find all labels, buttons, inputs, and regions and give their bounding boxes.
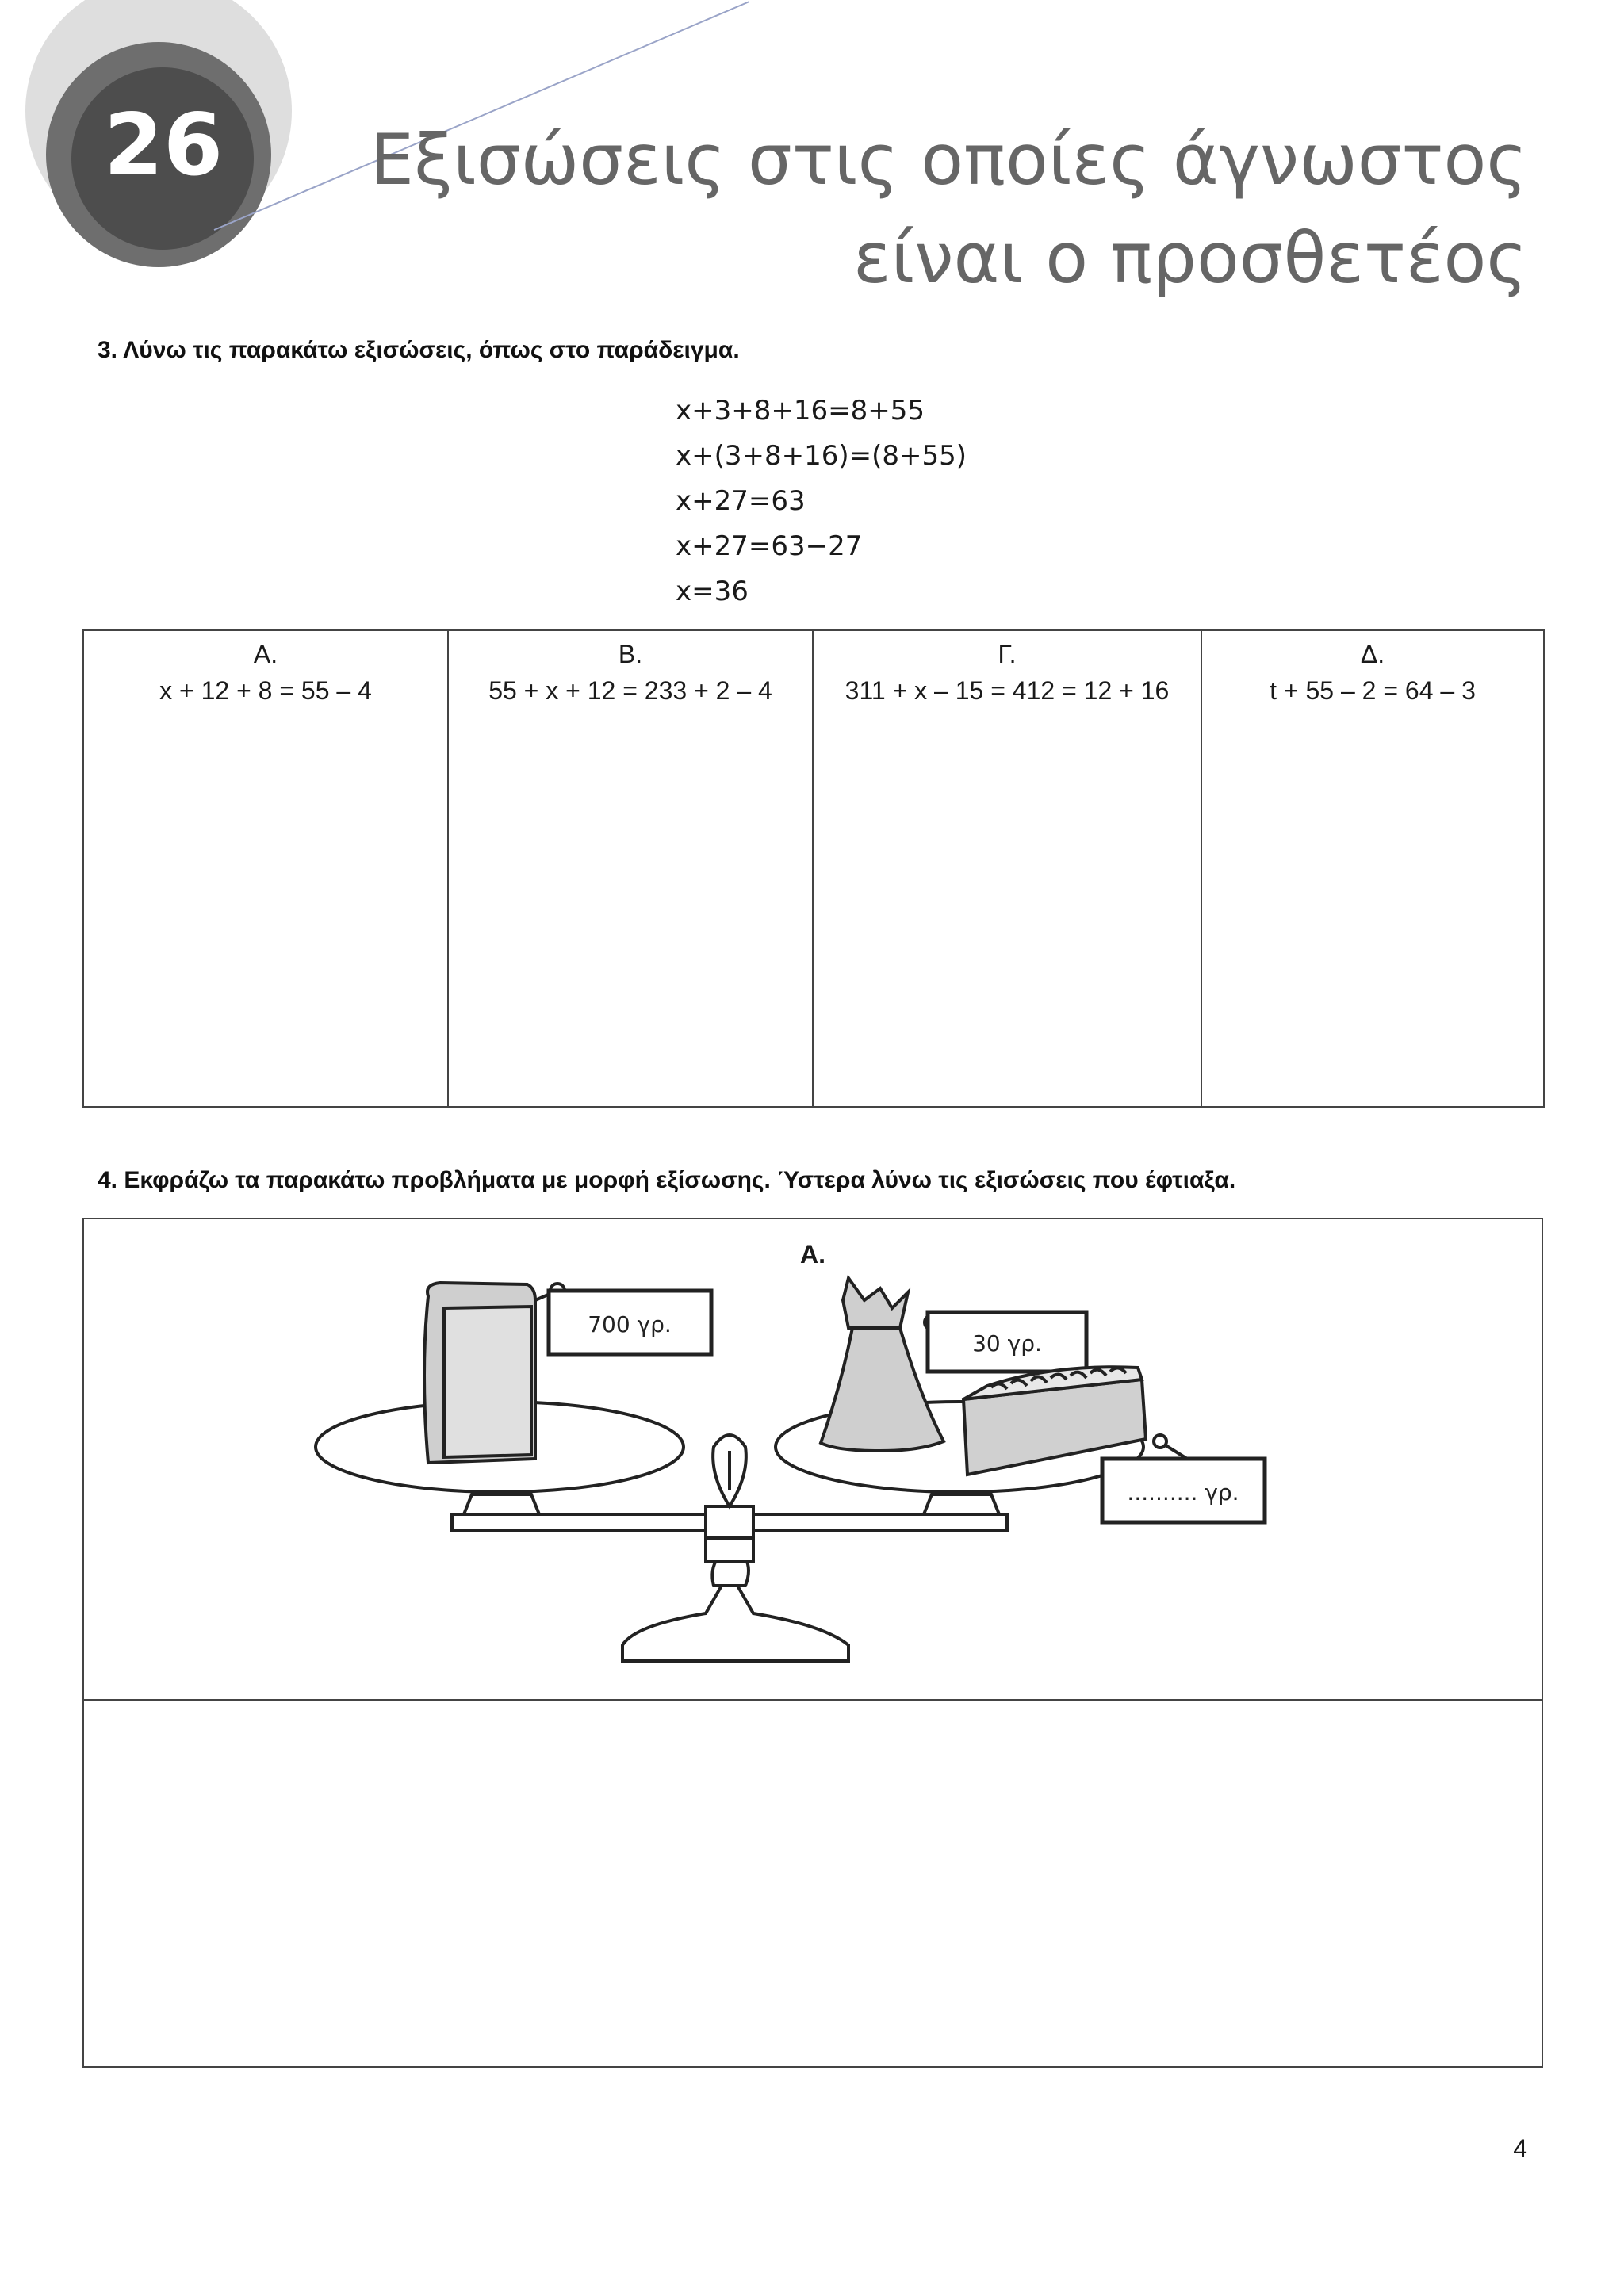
balance-scale-illustration [293, 1253, 1285, 1673]
task4-instruction: 4. Εκφράζω τα παρακάτω προβλήματα με μορφή εξίσωσης. Ύστερα λύνω τις εξισώσεις που έφτιαξα. [98, 1167, 1236, 1193]
task3-instruction: 3. Λύνω τις παρακάτω εξισώσεις, όπως στο παράδειγμα. [98, 337, 740, 363]
page-number: 4 [1513, 2134, 1527, 2163]
equation-text: 55 + x + 12 = 233 + 2 – 4 [488, 676, 772, 705]
title-line-1: Εξισώσεις στις οποίες άγνωστος [370, 119, 1527, 201]
equation-cell-c[interactable] [813, 630, 1201, 1107]
column-label: Α. [253, 640, 278, 668]
page-title [370, 111, 1527, 308]
equation-text: t + 55 – 2 = 64 – 3 [1270, 676, 1476, 705]
equation-cell-a[interactable] [83, 630, 448, 1107]
problem-label: Α. [800, 1240, 825, 1269]
example-line: x+(3+8+16)=(8+55) [676, 440, 967, 472]
column-label: Β. [618, 640, 643, 668]
tag-700: 700 γρ. [588, 1311, 672, 1337]
example-line: x+27=63−27 [676, 530, 863, 562]
equation-text: 311 + x – 15 = 412 = 12 + 16 [845, 676, 1170, 705]
worked-example [676, 388, 967, 614]
example-line: x=36 [676, 576, 749, 607]
column-label: Γ. [998, 640, 1017, 668]
column-label: Δ. [1360, 640, 1385, 668]
equations-table [82, 629, 1545, 1108]
example-line: x+27=63 [676, 485, 806, 517]
tag-30: 30 γρ. [972, 1330, 1042, 1357]
equation-cell-d[interactable] [1201, 630, 1544, 1107]
answer-box[interactable] [82, 1699, 1543, 2068]
equation-text: x + 12 + 8 = 55 – 4 [159, 676, 372, 705]
title-line-2: είναι ο προσθετέος [853, 217, 1527, 299]
example-line: x+3+8+16=8+55 [676, 395, 925, 427]
equation-cell-b[interactable] [448, 630, 813, 1107]
tag-bread: .......... γρ. [1127, 1479, 1239, 1506]
lesson-number: 26 [103, 96, 224, 195]
